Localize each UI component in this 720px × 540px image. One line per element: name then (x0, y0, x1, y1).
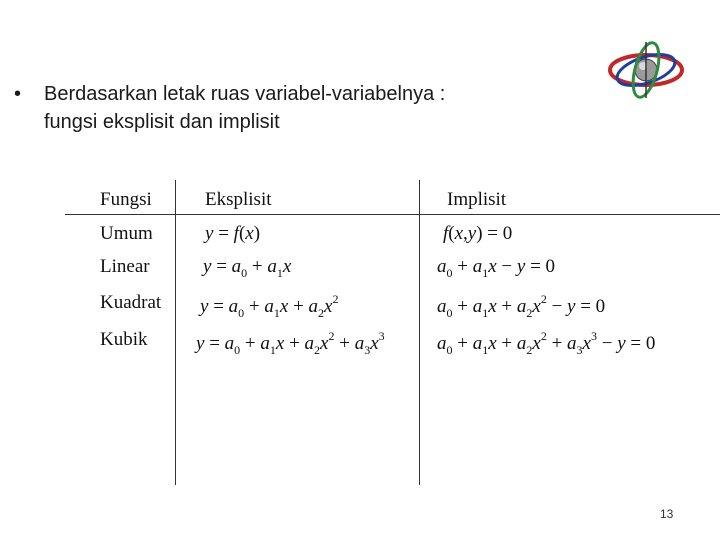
formula-kubik-eksplisit: $y = a_0 + a_1x + a_2x^2 + a_3x^3$ (196, 329, 385, 357)
row-label-kubik: Kubik (100, 329, 148, 350)
formula-linear-implisit: $a_0 + a_1x - y = 0$ (437, 256, 556, 280)
header-implisit: Implisit (447, 189, 507, 210)
row-label-umum: Umum (100, 223, 153, 244)
bullet-symbol: • (14, 83, 22, 105)
table-header-rule (65, 214, 720, 215)
formula-kuadrat-implisit: $a_0 + a_1x + a_2x^2 - y = 0$ (437, 292, 606, 320)
formula-umum-implisit: f(x,y) = 0 (443, 223, 513, 244)
bullet-text: Berdasarkan letak ruas variabel-variabelnya : fungsi eksplisit dan implisit (44, 83, 446, 133)
header-eksplisit: Eksplisit (205, 189, 272, 210)
row-label-kuadrat: Kuadrat (100, 292, 162, 313)
formula-kubik-implisit: $a_0 + a_1x + a_2x^2 + a_3x^3 - y = 0$ (437, 329, 656, 357)
formula-umum-eksplisit: y = f(x) (205, 223, 261, 244)
formula-kuadrat-eksplisit: $y = a_0 + a_1x + a_2x^2$ (200, 292, 339, 320)
formula-linear-eksplisit: $y = a_0 + a_1x$ (203, 256, 292, 280)
table-column-rule-1 (175, 180, 176, 485)
header-fungsi: Fungsi (100, 189, 152, 210)
atom-logo-icon (606, 38, 686, 100)
page-number: 13 (660, 507, 674, 521)
table-column-rule-2 (419, 180, 420, 485)
row-label-linear: Linear (100, 256, 150, 277)
